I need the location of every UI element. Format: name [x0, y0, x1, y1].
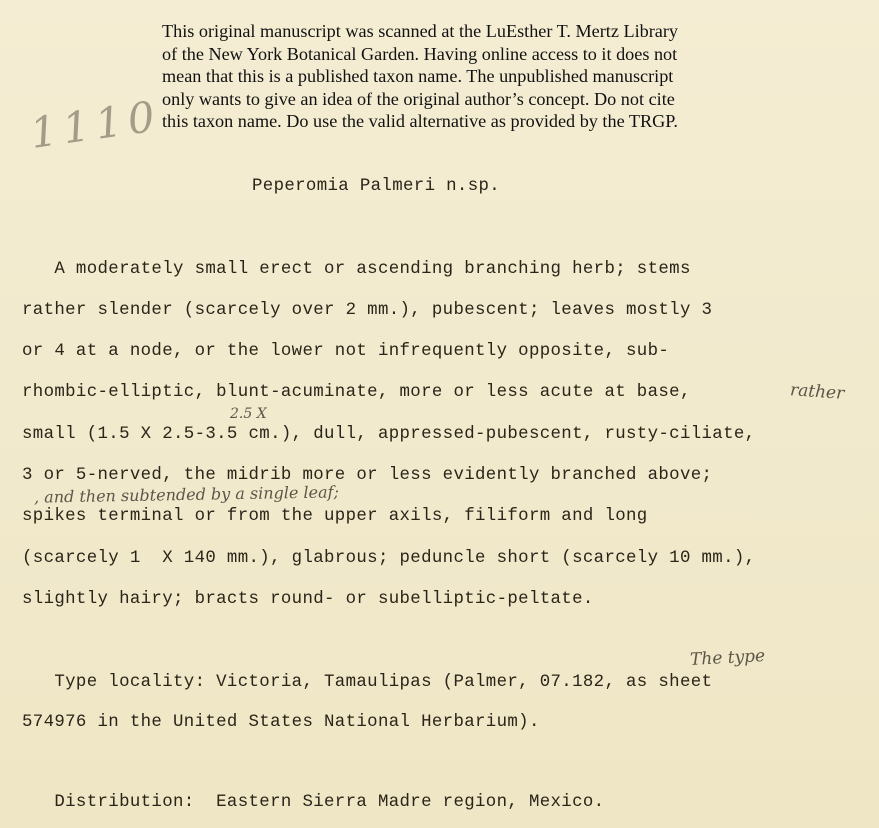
description-line: spikes terminal or from the upper axils, filiform and long	[22, 507, 648, 526]
disclaimer-line: only wants to give an idea of the original author’s concept. Do not cite	[162, 88, 675, 109]
margin-pencil-note: 1110	[27, 91, 164, 158]
description-line: or 4 at a node, or the lower not infrequently opposite, sub-	[22, 342, 670, 361]
description-line: rhombic-elliptic, blunt-acuminate, more or less acute at base,	[22, 383, 691, 402]
description-line: 3 or 5-nerved, the midrib more or less evidently branched above;	[22, 466, 713, 485]
species-title: Peperomia Palmeri n.sp.	[252, 177, 501, 196]
description-line: small (1.5 X 2.5-3.5 cm.), dull, appressed-pubescent, rusty-ciliate,	[22, 425, 756, 444]
disclaimer-line: This original manuscript was scanned at the LuEsther T. Mertz Library	[162, 21, 678, 41]
handwritten-bract-insert: , and then subtended by a single leaf;	[33, 482, 340, 507]
disclaimer-line: mean that this is a published taxon name. The unpublished manuscript	[162, 66, 674, 87]
description-line: rather slender (scarcely over 2 mm.), pubescent; leaves mostly 3	[22, 301, 713, 320]
description-line: slightly hairy; bracts round- or subelliptic-peltate.	[22, 590, 594, 609]
library-disclaimer	[162, 20, 822, 133]
handwritten-the-type: The type	[689, 646, 766, 670]
disclaimer-line: of the New York Botanical Garden. Having online access to it does not	[162, 43, 678, 64]
handwritten-size-insert: 2.5 X	[230, 406, 267, 422]
distribution-line: Distribution: Eastern Sierra Madre region, Mexico.	[22, 793, 605, 812]
type-locality-line: 574976 in the United States National Herbarium).	[22, 713, 540, 732]
disclaimer-line: this taxon name. Do use the valid alternative as provided by the TRGP.	[162, 111, 678, 132]
description-line: (scarcely 1 X 140 mm.), glabrous; peduncle short (scarcely 10 mm.),	[22, 549, 756, 568]
handwritten-rather: rather	[789, 380, 845, 404]
type-locality-line: Type locality: Victoria, Tamaulipas (Palmer, 07.182, as sheet	[22, 673, 713, 692]
description-line: A moderately small erect or ascending branching herb; stems	[22, 260, 691, 279]
